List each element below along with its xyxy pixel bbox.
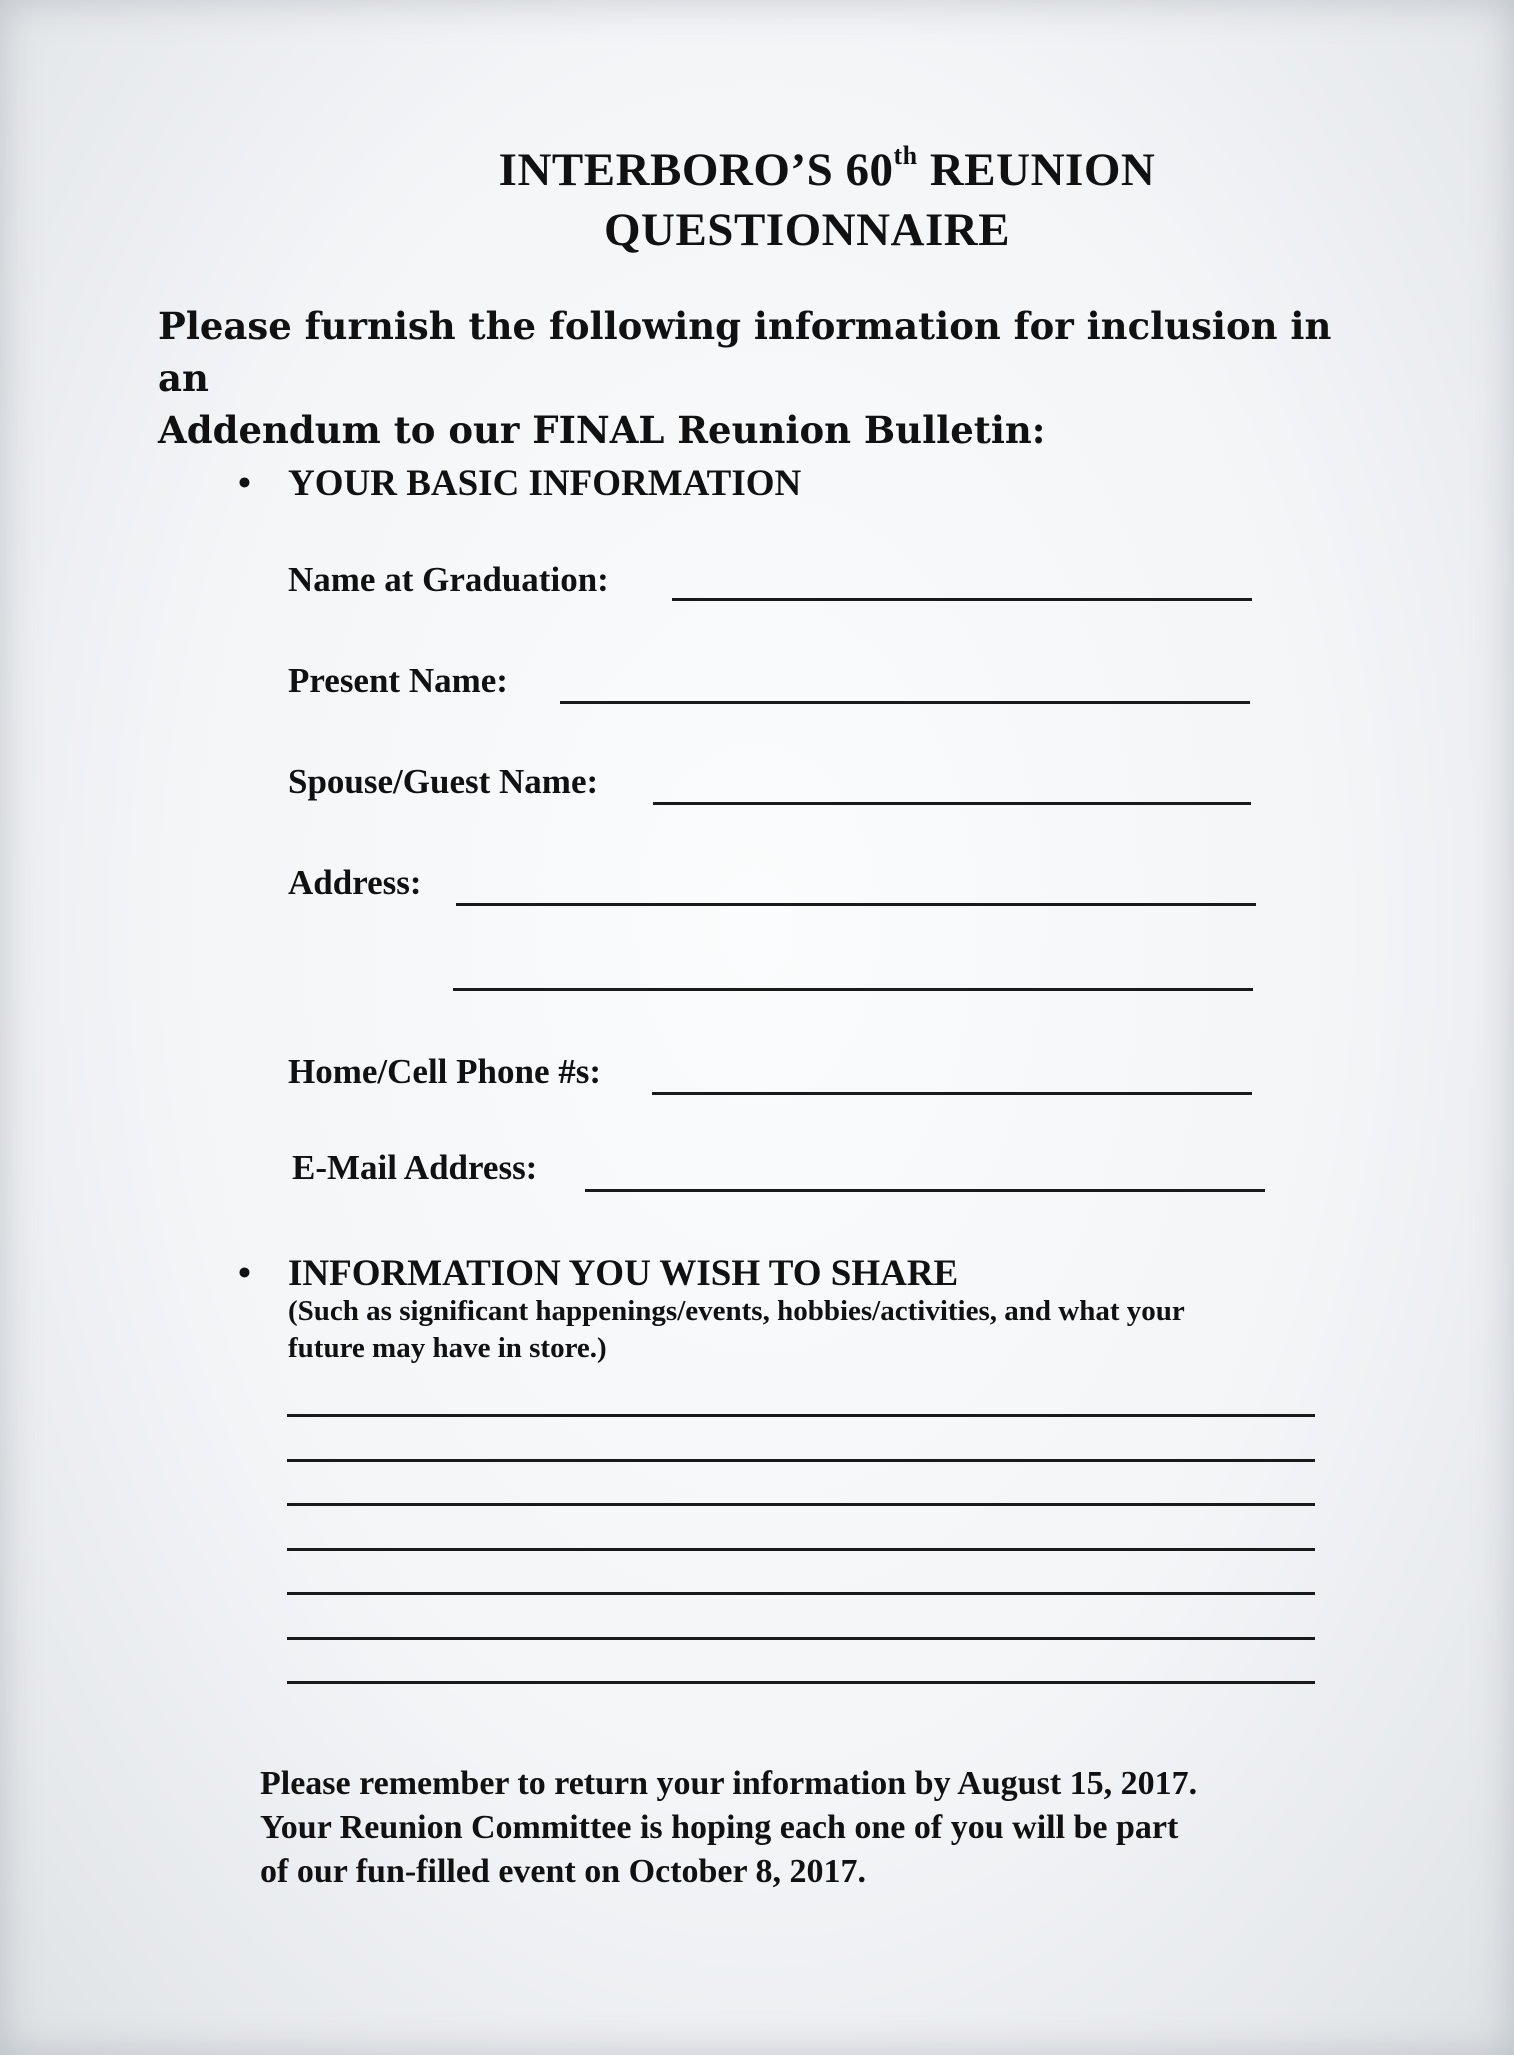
title-prefix: INTERBORO’S 60 — [498, 144, 894, 196]
intro-line-1: Please furnish the following information for inclusion in an — [158, 304, 1332, 400]
share-answer-line[interactable] — [287, 1503, 1315, 1506]
intro-line-2: Addendum to our FINAL Reunion Bulletin: — [158, 408, 1046, 452]
closing-line-1: Please remember to return your information by August 15, 2017. — [260, 1765, 1198, 1802]
basic-info-heading-text: YOUR BASIC INFORMATION — [288, 463, 802, 504]
title-suffix: REUNION — [917, 144, 1156, 196]
name-at-graduation-label: Name at Graduation: — [288, 560, 609, 599]
page-title-line-2: QUESTIONNAIRE — [603, 204, 1011, 256]
bullet-icon: • — [238, 1253, 251, 1294]
share-answer-line[interactable] — [287, 1459, 1315, 1462]
share-answer-line[interactable] — [287, 1681, 1315, 1684]
email-label: E-Mail Address: — [292, 1148, 538, 1187]
share-info-note — [288, 1293, 1348, 1367]
phone-field[interactable] — [652, 1092, 1252, 1095]
share-answer-line[interactable] — [287, 1637, 1315, 1640]
share-info-note-line-2: future may have in store.) — [288, 1332, 607, 1364]
email-field[interactable] — [585, 1189, 1265, 1192]
address-field-line-2[interactable] — [453, 988, 1253, 991]
bullet-icon: • — [238, 463, 251, 504]
share-info-note-line-1: (Such as significant happenings/events, hobbies/activities, and what your — [288, 1295, 1185, 1327]
phone-label: Home/Cell Phone #s: — [288, 1052, 602, 1091]
closing-line-2: Your Reunion Committee is hoping each one of you will be part — [260, 1809, 1179, 1846]
spouse-guest-name-label: Spouse/Guest Name: — [288, 762, 599, 801]
share-answer-line[interactable] — [287, 1592, 1315, 1595]
spouse-guest-name-field[interactable] — [653, 802, 1251, 805]
title-ordinal-suffix: th — [893, 141, 918, 171]
address-label: Address: — [288, 863, 422, 902]
closing-line-3: of our fun-filled event on October 8, 2017. — [260, 1853, 866, 1890]
share-answer-line[interactable] — [287, 1414, 1315, 1417]
address-field-line-1[interactable] — [456, 903, 1256, 906]
intro-paragraph — [158, 300, 1358, 456]
closing-paragraph — [260, 1762, 1410, 1894]
page-title-line-1 — [70, 140, 1514, 200]
present-name-field[interactable] — [560, 701, 1250, 704]
present-name-label: Present Name: — [288, 661, 508, 700]
share-answer-line[interactable] — [287, 1548, 1315, 1551]
name-at-graduation-field[interactable] — [672, 598, 1252, 601]
share-info-heading-text: INFORMATION YOU WISH TO SHARE — [288, 1253, 959, 1294]
